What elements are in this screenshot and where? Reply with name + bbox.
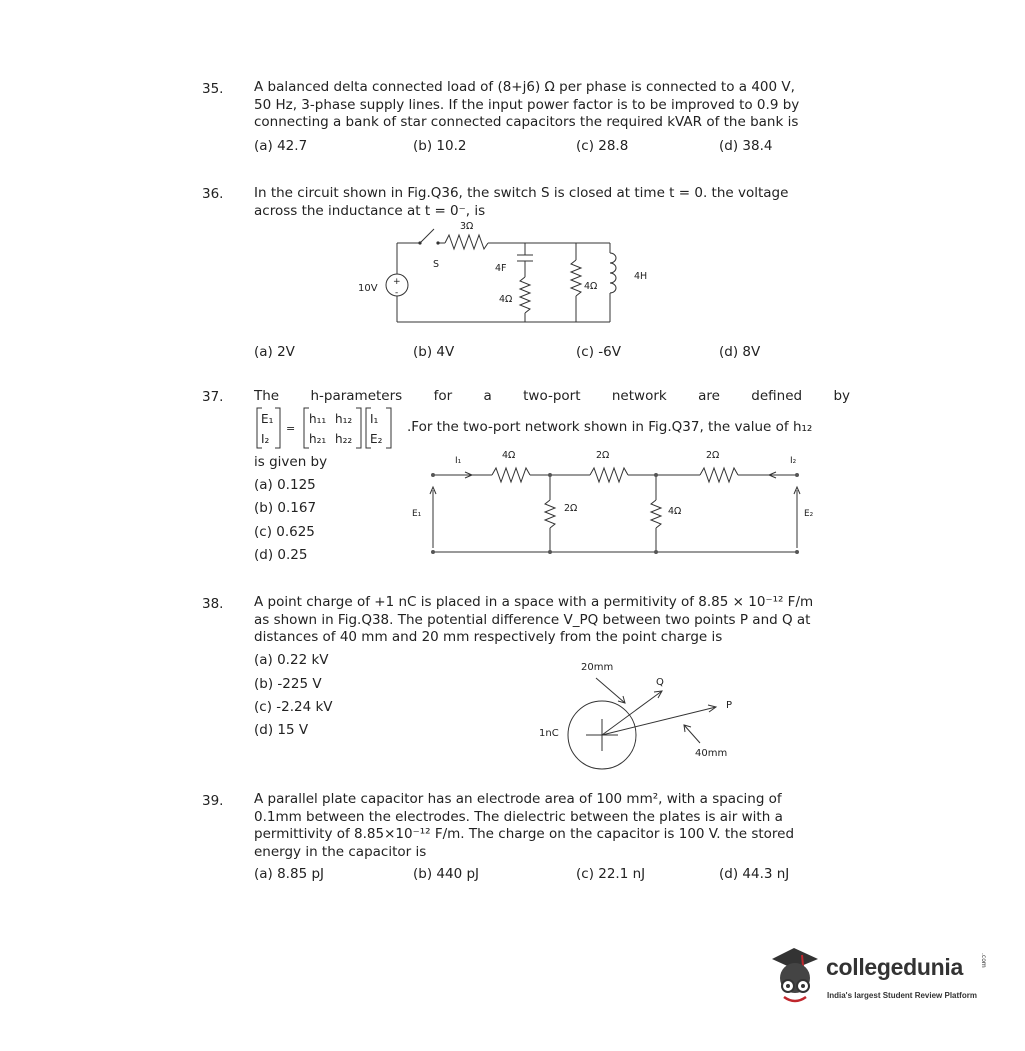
mascot-icon — [768, 945, 824, 1007]
q38-option-b: (b) -225 V — [254, 676, 322, 692]
q39-option-a: (a) 8.85 pJ — [254, 866, 324, 882]
node-d — [654, 550, 658, 554]
matrix-i2: I₂ — [261, 432, 270, 446]
q38-charge-label: 1nC — [539, 728, 559, 739]
q38-20mm-label: 20mm — [581, 662, 614, 673]
q37-line-1 — [254, 388, 850, 406]
collegedunia-logo — [768, 945, 998, 1015]
q39-option-b: (b) 440 pJ — [413, 866, 480, 882]
q35-line-3: connecting a bank of star connected capacitors the required kVAR of the bank is — [254, 114, 799, 130]
matrix-h21: h₂₁ — [309, 432, 327, 446]
q35-text — [254, 79, 799, 132]
q37-shunt2-label: 4Ω — [668, 506, 682, 517]
q35-number: 35. — [202, 81, 224, 97]
q37-r2-label: 2Ω — [596, 450, 610, 461]
q37-e1-label: E₁ — [412, 509, 422, 519]
q37-word: are — [698, 388, 720, 404]
q36-line-1: In the circuit shown in Fig.Q36, the switch S is closed at time t = 0. the voltage — [254, 185, 789, 201]
q37-word: The — [254, 388, 280, 404]
q38-option-a: (a) 0.22 kV — [254, 652, 329, 668]
q36-switch-label: S — [433, 259, 440, 270]
logo-tagline: India's largest Student Review Platform — [827, 991, 977, 1000]
q38-text — [254, 594, 813, 647]
q37-word: network — [611, 388, 667, 404]
q37-word: for — [433, 388, 453, 404]
q38-point-charge-figure — [530, 655, 760, 770]
q39-line-3: permittivity of 8.85×10⁻¹² F/m. The charge on the capacitor is 100 V. the stored — [254, 826, 795, 842]
q39-line-4: energy in the capacitor is — [254, 843, 427, 860]
q39-line-1: A parallel plate capacitor has an electrode area of 100 mm², with a spacing of — [254, 791, 782, 807]
matrix-h22: h₂₂ — [335, 432, 353, 446]
q36-r-mid-label: 4Ω — [499, 294, 513, 305]
q36-option-c: (c) -6V — [576, 344, 621, 360]
q36-option-b: (b) 4V — [413, 344, 455, 360]
q37-option-c: (c) 0.625 — [254, 524, 315, 540]
q37-r3-label: 2Ω — [706, 450, 720, 461]
q35-option-d: (d) 38.4 — [719, 138, 773, 154]
matrix-h11: h₁₁ — [309, 412, 327, 426]
q38-q-label: Q — [656, 677, 664, 688]
q39-option-c: (c) 22.1 nJ — [576, 866, 646, 882]
q38-line-1: A point charge of +1 nC is placed in a space with a permitivity of 8.85 × 10⁻¹² F/m — [254, 594, 814, 610]
q36-source-plus: + — [393, 277, 401, 287]
switch-contact-right — [436, 241, 439, 244]
q37-word: two-port — [523, 388, 581, 404]
q37-i1-label: I₁ — [455, 456, 462, 466]
q37-word: by — [833, 388, 850, 404]
q37-h-matrix-equation — [254, 405, 414, 451]
q36-capacitor-label: 4F — [495, 263, 507, 274]
q39-line-2: 0.1mm between the electrodes. The dielectric between the plates is air with a — [254, 808, 783, 825]
q38-p-label: P — [726, 700, 733, 711]
matrix-e1: E₁ — [261, 412, 274, 426]
q36-source-label: 10V — [358, 283, 378, 294]
q38-option-d: (d) 15 V — [254, 722, 309, 738]
node-c — [548, 550, 552, 554]
q37-word: a — [483, 388, 492, 404]
q38-option-c: (c) -2.24 kV — [254, 699, 333, 715]
node-b — [654, 473, 658, 477]
q39-option-d: (d) 44.3 nJ — [719, 866, 790, 882]
q37-r1-label: 4Ω — [502, 450, 516, 461]
q37-number: 37. — [202, 389, 224, 405]
logo-suffix: .com — [980, 953, 987, 968]
q37-option-a: (a) 0.125 — [254, 477, 316, 493]
q35-line-1: A balanced delta connected load of (8+j6) Ω per phase is connected to a 400 V, — [254, 79, 795, 95]
q37-circuit-diagram — [400, 440, 820, 565]
port2-bottom-terminal — [795, 550, 799, 554]
q37-after-matrix: .For the two-port network shown in Fig.Q37, the value of h₁₂ — [407, 419, 813, 435]
matrix-i1: I₁ — [370, 412, 379, 426]
q37-option-d: (d) 0.25 — [254, 547, 308, 563]
q36-circuit-diagram — [350, 215, 660, 327]
q36-option-a: (a) 2V — [254, 344, 295, 360]
q37-i2-label: I₂ — [790, 456, 797, 466]
port2-top-terminal — [795, 473, 799, 477]
q37-shunt1-label: 2Ω — [564, 503, 578, 514]
q38-40mm-label: 40mm — [695, 748, 728, 759]
q37-line-3: is given by — [254, 454, 328, 470]
q36-r-top-label: 3Ω — [460, 221, 474, 232]
q38-line-2: as shown in Fig.Q38. The potential difference V_PQ between two points P and Q at — [254, 611, 811, 628]
logo-wordmark: collegedunia — [826, 954, 963, 980]
q36-line-2: across the inductance at t = 0⁻, is — [254, 202, 486, 219]
switch-contact-left — [418, 241, 421, 244]
q38-number: 38. — [202, 596, 224, 612]
q37-option-b: (b) 0.167 — [254, 500, 317, 516]
q36-number: 36. — [202, 186, 224, 202]
port1-bottom-terminal — [431, 550, 435, 554]
matrix-e2: E₂ — [370, 432, 383, 446]
q37-e2-label: E₂ — [804, 509, 814, 519]
q39-number: 39. — [202, 793, 224, 809]
q37-word: h-parameters — [310, 388, 403, 404]
q37-word: defined — [751, 388, 803, 404]
q35-option-a: (a) 42.7 — [254, 138, 308, 154]
node-a — [548, 473, 552, 477]
q35-line-2: 50 Hz, 3-phase supply lines. If the input power factor is to be improved to 0.9 by — [254, 96, 800, 113]
matrix-h12: h₁₂ — [335, 412, 353, 426]
q35-option-b: (b) 10.2 — [413, 138, 467, 154]
q38-line-3: distances of 40 mm and 20 mm respectively from the point charge is — [254, 629, 723, 645]
q35-option-c: (c) 28.8 — [576, 138, 629, 154]
q36-option-d: (d) 8V — [719, 344, 761, 360]
port1-top-terminal — [431, 473, 435, 477]
matrix-equals: = — [286, 422, 296, 435]
q36-source-minus: - — [395, 288, 399, 298]
q36-r-right-label: 4Ω — [584, 281, 598, 292]
q36-inductor-label: 4H — [634, 271, 648, 282]
q39-text — [254, 791, 794, 861]
